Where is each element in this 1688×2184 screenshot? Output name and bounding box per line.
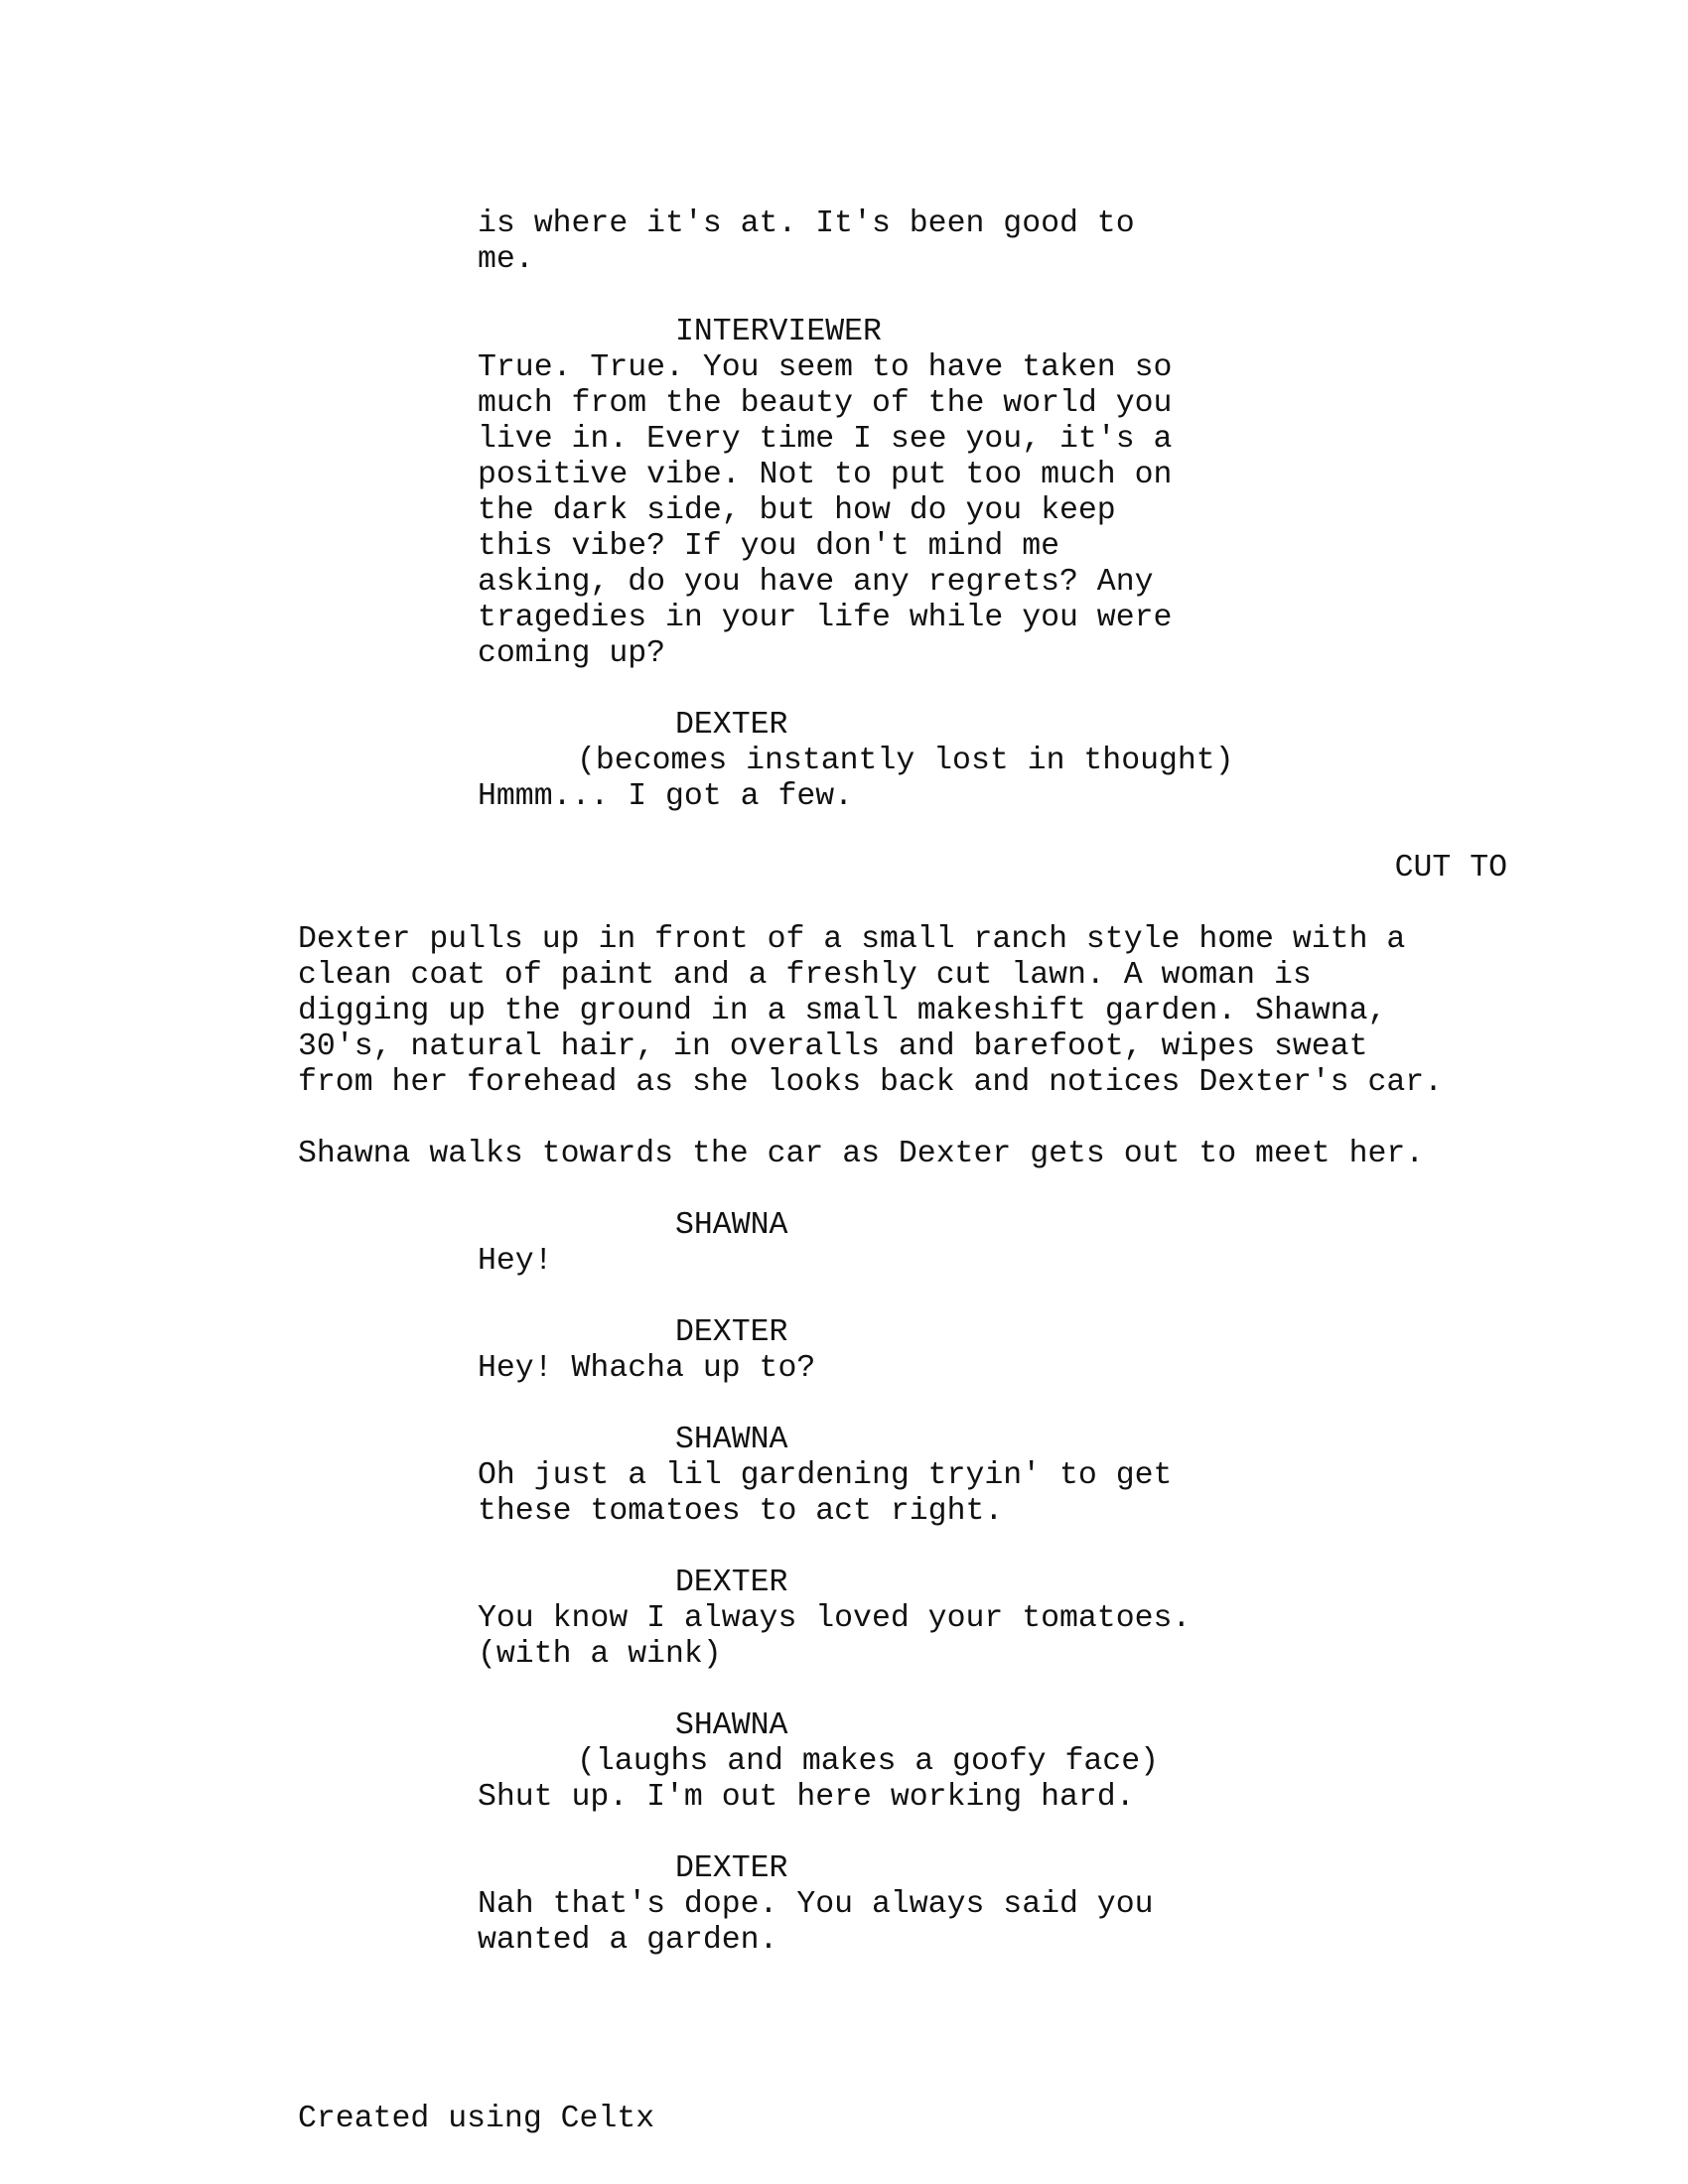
dialogue-line: live in. Every time I see you, it's a: [478, 422, 1173, 457]
character-name: INTERVIEWER: [675, 315, 882, 349]
dialogue-line: coming up?: [478, 636, 666, 671]
dialogue-line: Shut up. I'm out here working hard.: [478, 1780, 1135, 1815]
parenthetical: (laughs and makes a goofy face): [577, 1744, 1159, 1779]
character-name: DEXTER: [675, 708, 788, 743]
character-name: SHAWNA: [675, 1708, 788, 1743]
character-name: SHAWNA: [675, 1208, 788, 1243]
dialogue-line: the dark side, but how do you keep: [478, 493, 1116, 528]
character-name: DEXTER: [675, 1315, 788, 1350]
parenthetical: (becomes instantly lost in thought): [577, 744, 1234, 778]
transition: CUT TO: [1394, 851, 1507, 886]
dialogue-line: wanted a garden.: [478, 1923, 778, 1958]
footer-credit: Created using Celtx: [298, 2102, 655, 2136]
character-name: SHAWNA: [675, 1423, 788, 1457]
dialogue-line: You know I always loved your tomatoes.: [478, 1601, 1192, 1636]
dialogue-line: Oh just a lil gardening tryin' to get: [478, 1458, 1173, 1493]
character-name: DEXTER: [675, 1566, 788, 1600]
dialogue-line: (with a wink): [478, 1637, 722, 1672]
action-line: Dexter pulls up in front of a small ranch style home with a: [298, 922, 1406, 957]
dialogue-line: is where it's at. It's been good to: [478, 206, 1135, 241]
character-name: DEXTER: [675, 1851, 788, 1886]
action-line: from her forehead as she looks back and notices Dexter's car.: [298, 1065, 1444, 1100]
action-line: Shawna walks towards the car as Dexter gets out to meet her.: [298, 1137, 1425, 1171]
dialogue-line: this vibe? If you don't mind me: [478, 529, 1059, 564]
dialogue-line: positive vibe. Not to put too much on: [478, 458, 1173, 492]
dialogue-line: asking, do you have any regrets? Any: [478, 565, 1154, 600]
dialogue-line: Hey! Whacha up to?: [478, 1351, 816, 1386]
dialogue-line: Hey!: [478, 1244, 553, 1279]
dialogue-line: much from the beauty of the world you: [478, 386, 1173, 421]
dialogue-line: these tomatoes to act right.: [478, 1494, 1004, 1529]
action-line: 30's, natural hair, in overalls and barefoot, wipes sweat: [298, 1029, 1368, 1064]
action-line: clean coat of paint and a freshly cut lawn. A woman is: [298, 958, 1312, 993]
action-line: digging up the ground in a small makeshift garden. Shawna,: [298, 994, 1387, 1028]
dialogue-line: True. True. You seem to have taken so: [478, 350, 1173, 385]
dialogue-line: Nah that's dope. You always said you: [478, 1887, 1154, 1922]
dialogue-line: me.: [478, 242, 534, 277]
dialogue-line: tragedies in your life while you were: [478, 601, 1173, 635]
dialogue-line: Hmmm... I got a few.: [478, 779, 854, 814]
